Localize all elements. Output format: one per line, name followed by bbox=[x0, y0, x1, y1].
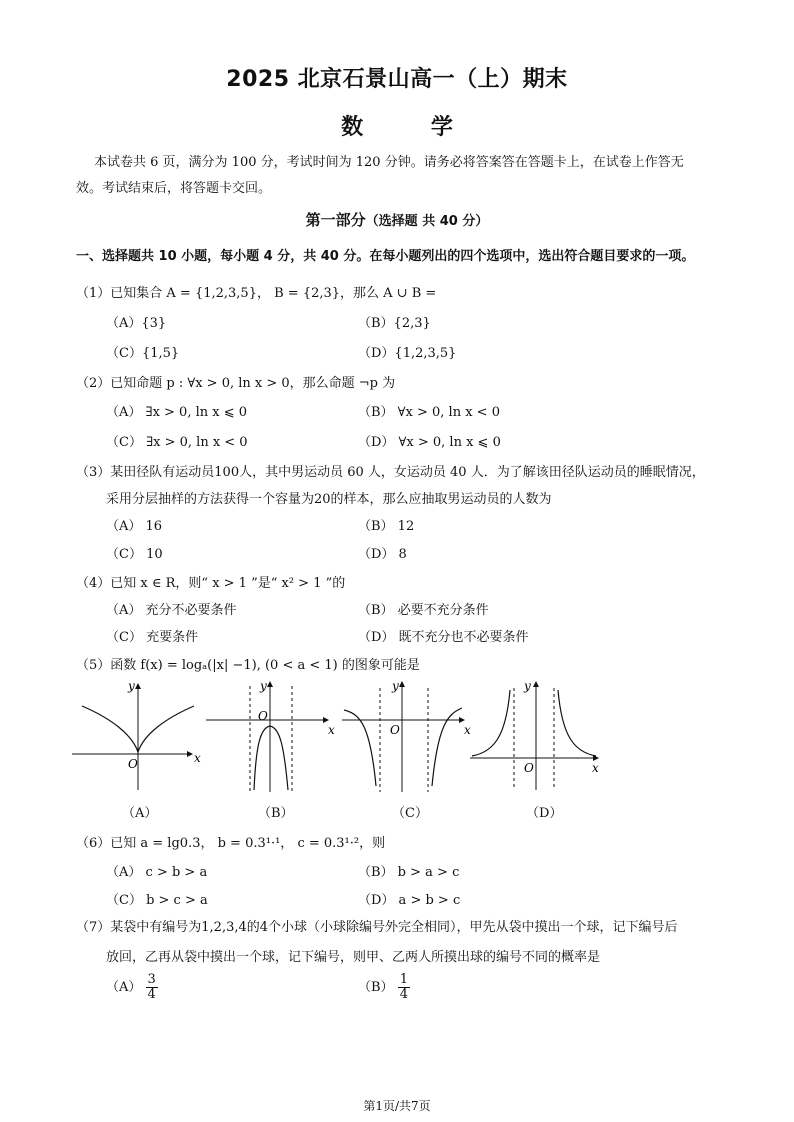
q5-label-a: （A） bbox=[122, 806, 158, 821]
q6-option-a: （A） c > b > a bbox=[106, 865, 208, 880]
section-instruction: 一、选择题共 10 小题，每小题 4 分，共 40 分。在每小题列出的四个选项中，选出符合题目要求的一项。 bbox=[76, 249, 695, 264]
q7-option-b-fraction bbox=[398, 973, 410, 1002]
q5-graph-d bbox=[468, 676, 608, 796]
q2-option-a: （A） ∃x > 0, ln x ⩽ 0 bbox=[106, 405, 248, 420]
q2-option-b: （B） ∀x > 0, ln x < 0 bbox=[358, 405, 500, 420]
q2-option-d: （D） ∀x > 0, ln x ⩽ 0 bbox=[358, 435, 501, 450]
q7-option-a-fraction bbox=[146, 973, 158, 1002]
page-title: 2025 北京石景山高一（上）期末 bbox=[226, 67, 568, 92]
denominator: 4 bbox=[399, 987, 408, 1002]
origin-label: O bbox=[524, 761, 534, 775]
curve-left bbox=[82, 706, 138, 752]
x-label: x bbox=[194, 751, 201, 765]
curve-left bbox=[344, 710, 376, 786]
x-label: x bbox=[328, 723, 335, 737]
q6-option-b: （B） b > a > c bbox=[358, 865, 460, 880]
q5-label-b: （B） bbox=[258, 806, 294, 821]
q3-option-b: （B） 12 bbox=[358, 519, 415, 534]
q6-option-d: （D） a > b > c bbox=[358, 893, 461, 908]
q5-stem: （5）函数 f(x) = logₐ(|x| −1), (0 < a < 1) 的图象可能是 bbox=[76, 658, 420, 673]
origin-label: O bbox=[258, 709, 268, 723]
curve-left bbox=[472, 690, 510, 756]
q7-option-b bbox=[358, 973, 410, 1002]
page-footer: 第1页/共7页 bbox=[363, 1099, 431, 1113]
x-label: x bbox=[592, 761, 599, 775]
origin-label: O bbox=[390, 723, 400, 737]
q7-option-a bbox=[106, 973, 158, 1002]
curve bbox=[254, 726, 288, 790]
q5-label-c: （C） bbox=[392, 806, 428, 821]
x-label: x bbox=[464, 723, 471, 737]
q4-stem: （4）已知 x ∈ R，则“ x > 1 ”是“ x² > 1 ”的 bbox=[76, 576, 346, 591]
q3-option-a: （A） 16 bbox=[106, 519, 163, 534]
part-one-note: （选择题 共 40 分） bbox=[365, 214, 489, 229]
q2-option-c: （C） ∃x > 0, ln x < 0 bbox=[106, 435, 248, 450]
q5-label-d: （D） bbox=[526, 806, 563, 821]
curve-right bbox=[138, 706, 194, 752]
q7-stem-line-2: 放回，乙再从袋中摸出一个球，记下编号，则甲、乙两人所摸出球的编号不同的概率是 bbox=[106, 950, 601, 965]
numerator: 3 bbox=[147, 972, 156, 987]
y-label: y bbox=[524, 679, 531, 693]
q3-option-c: （C） 10 bbox=[106, 547, 163, 562]
y-label: y bbox=[392, 679, 399, 693]
q5-graph-b bbox=[204, 676, 339, 796]
q5-graph-c bbox=[340, 676, 475, 796]
intro-line-1: 本试卷共 6 页，满分为 100 分，考试时间为 120 分钟。请务必将答案答在答题卡上，在试卷上作答无 bbox=[94, 155, 684, 170]
q7-stem-line-1: （7）某袋中有编号为1,2,3,4的4个小球（小球除编号外完全相同），甲先从袋中摸出一个球，记下编号后 bbox=[76, 920, 678, 935]
q7-option-b-label: （B） bbox=[358, 980, 394, 995]
q2-stem: （2）已知命题 p : ∀x > 0, ln x > 0，那么命题 ¬p 为 bbox=[76, 376, 396, 391]
subject-title: 数 学 bbox=[341, 115, 483, 140]
origin-label: O bbox=[128, 757, 138, 771]
q5-graph-a bbox=[70, 676, 200, 796]
q3-stem-line-1: （3）某田径队有运动员100人，其中男运动员 60 人，女运动员 40 人．为了解该田径队运动员的睡眠情况， bbox=[76, 465, 705, 480]
y-label: y bbox=[260, 679, 267, 693]
q4-option-a: （A） 充分不必要条件 bbox=[106, 603, 237, 618]
q1-stem: （1）已知集合 A = {1,2,3,5}， B = {2,3}，那么 A ∪ B = bbox=[76, 286, 437, 301]
q4-option-c: （C） 充要条件 bbox=[106, 630, 199, 645]
q4-option-d: （D） 既不充分也不必要条件 bbox=[358, 630, 529, 645]
curve-right bbox=[558, 690, 596, 756]
q3-stem-line-2: 采用分层抽样的方法获得一个容量为20的样本，那么应抽取男运动员的人数为 bbox=[106, 492, 552, 507]
q7-option-a-label: （A） bbox=[106, 980, 142, 995]
part-one-name: 第一部分 bbox=[305, 211, 366, 229]
q4-option-b: （B） 必要不充分条件 bbox=[358, 603, 489, 618]
q1-option-d: （D）{1,2,3,5} bbox=[358, 346, 457, 361]
denominator: 4 bbox=[147, 987, 156, 1002]
part-one-title bbox=[0, 209, 794, 230]
q1-option-a: （A）{3} bbox=[106, 316, 167, 331]
y-label: y bbox=[128, 679, 135, 693]
intro-line-2: 效。考试结束后，将答题卡交回。 bbox=[76, 181, 272, 196]
q6-option-c: （C） b > c > a bbox=[106, 893, 208, 908]
numerator: 1 bbox=[399, 972, 408, 987]
q3-option-d: （D） 8 bbox=[358, 547, 407, 562]
q1-option-c: （C）{1,5} bbox=[106, 346, 180, 361]
q6-stem: （6）已知 a = lg0.3， b = 0.3¹·¹， c = 0.3¹·²，则 bbox=[76, 836, 386, 851]
q1-option-b: （B）{2,3} bbox=[358, 316, 431, 331]
